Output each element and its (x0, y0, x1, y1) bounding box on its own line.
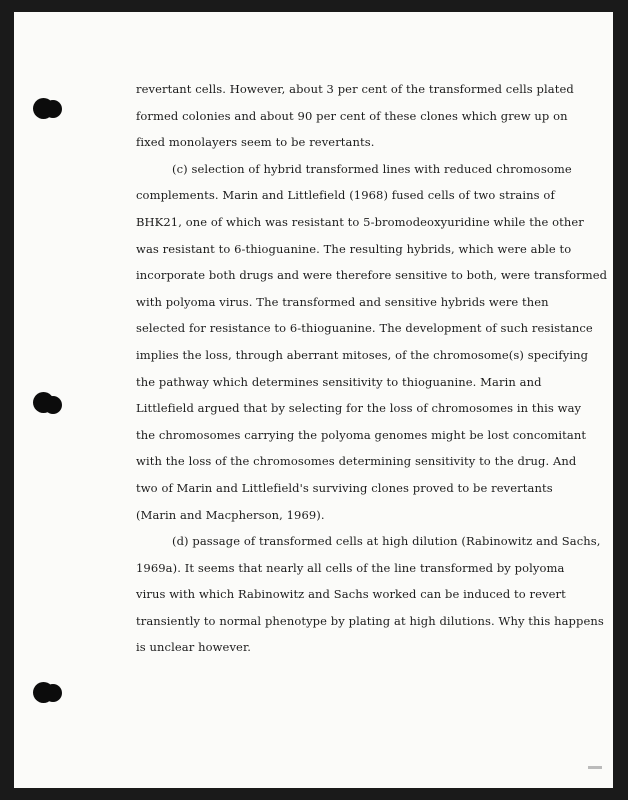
text-line: the chromosomes carrying the polyoma genomes might be lost concomitant (136, 427, 587, 442)
scan-corner-mark (588, 766, 602, 769)
text-line: BHK21, one of which was resistant to 5-bromodeoxyuridine while the other (136, 214, 584, 229)
text-line: selected for resistance to 6-thioguanine. The development of such resistance (136, 321, 593, 336)
text-line: 1969a). It seems that nearly all cells of the line transformed by polyoma (136, 560, 565, 575)
text-line: revertant cells. However, about 3 per cent of the transformed cells plated (136, 82, 574, 96)
text-line: Littlefield argued that by selecting for the loss of chromosomes in this way (136, 401, 582, 416)
text-line: complements. Marin and Littlefield (1968) fused cells of two strains of (136, 188, 555, 203)
text-line: was resistant to 6-thioguanine. The resulting hybrids, which were able to (136, 241, 572, 256)
text-line: (Marin and Macpherson, 1969). (136, 507, 325, 522)
text-line: is unclear however. (136, 640, 252, 655)
text-line: transiently to normal phenotype by plating at high dilutions. Why this happens (136, 613, 604, 628)
text-line: the pathway which determines sensitivity to thioguanine. Marin and (136, 374, 542, 389)
text-line: fixed monolayers seem to be revertants. (136, 135, 375, 150)
paragraph-c-start: (c) selection of hybrid transformed lines with reduced chromosome (172, 161, 572, 176)
text-line: implies the loss, through aberrant mitoses, of the chromosome(s) specifying (136, 347, 589, 362)
paragraph-d-start: (d) passage of transformed cells at high dilution (Rabinowitz and Sachs, (172, 534, 601, 549)
text-line: with polyoma virus. The transformed and sensitive hybrids were then (136, 294, 549, 309)
text-line: with the loss of the chromosomes determining sensitivity to the drug. And (136, 454, 577, 469)
text-line: virus with which Rabinowitz and Sachs worked can be induced to revert (136, 587, 566, 602)
document-body (136, 76, 606, 661)
text-line: formed colonies and about 90 per cent of these clones which grew up on (136, 108, 568, 123)
text-line: incorporate both drugs and were therefore sensitive to both, were transformed (136, 268, 608, 283)
text-line: two of Marin and Littlefield's surviving clones proved to be revertants (136, 480, 553, 495)
